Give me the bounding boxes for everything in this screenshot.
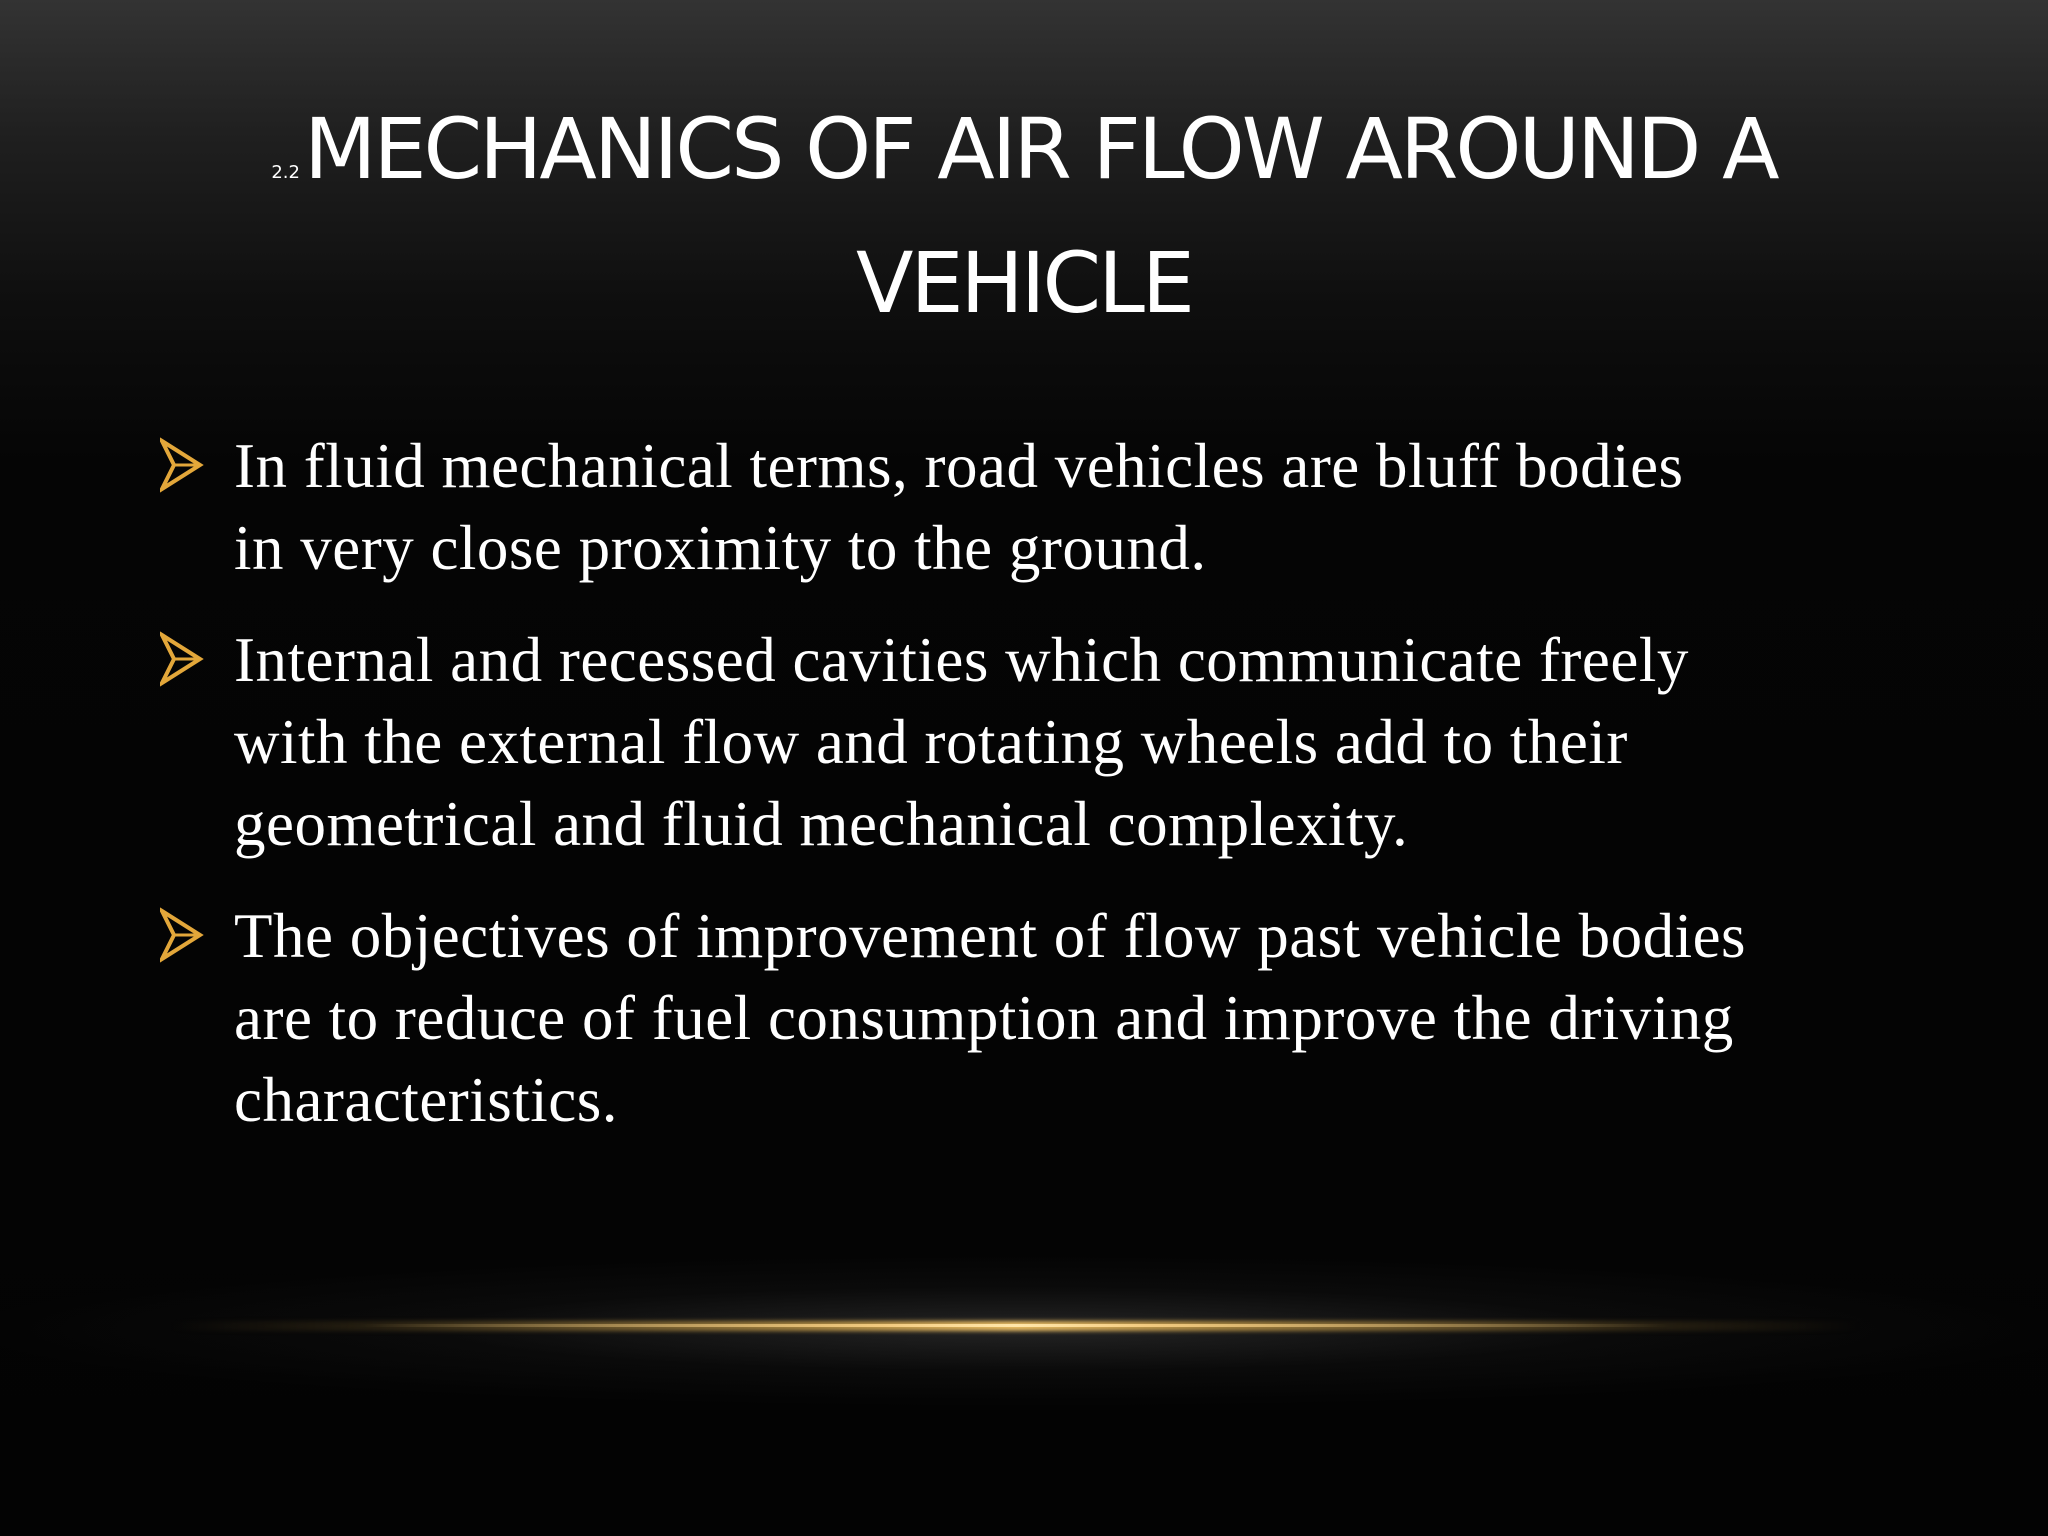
bullet-line: In fluid mechanical terms, road vehicles are bluff bodies xyxy=(234,431,1684,501)
bullet-line: Internal and recessed cavities which communicate freely xyxy=(234,625,1689,695)
bullet-line: are to reduce of fuel consumption and improve the driving xyxy=(234,983,1734,1053)
bullet-line: The objectives of improvement of flow past vehicle bodies xyxy=(234,901,1747,971)
bullet-list xyxy=(160,425,1920,1171)
bullet-line: in very close proximity to the ground. xyxy=(234,513,1207,583)
title-line-1 xyxy=(0,82,2048,216)
arrowhead-bullet-icon xyxy=(160,631,204,687)
bullet-line: characteristics. xyxy=(234,1065,619,1135)
bullet-item xyxy=(160,619,1920,865)
bullet-item xyxy=(160,895,1920,1141)
arrowhead-bullet-icon xyxy=(160,437,204,493)
bullet-item xyxy=(160,425,1920,589)
gold-glow-divider-core xyxy=(360,1324,1670,1327)
section-number: 2.2 xyxy=(271,162,300,183)
arrowhead-bullet-icon xyxy=(160,907,204,963)
title-line-2: VEHICLE xyxy=(856,234,1192,332)
title-text-1: MECHANICS OF AIR FLOW AROUND A xyxy=(303,100,1777,198)
slide-title xyxy=(0,82,2048,350)
bullet-line: geometrical and fluid mechanical complexity. xyxy=(234,789,1409,859)
bullet-line: with the external flow and rotating wheels add to their xyxy=(234,707,1628,777)
